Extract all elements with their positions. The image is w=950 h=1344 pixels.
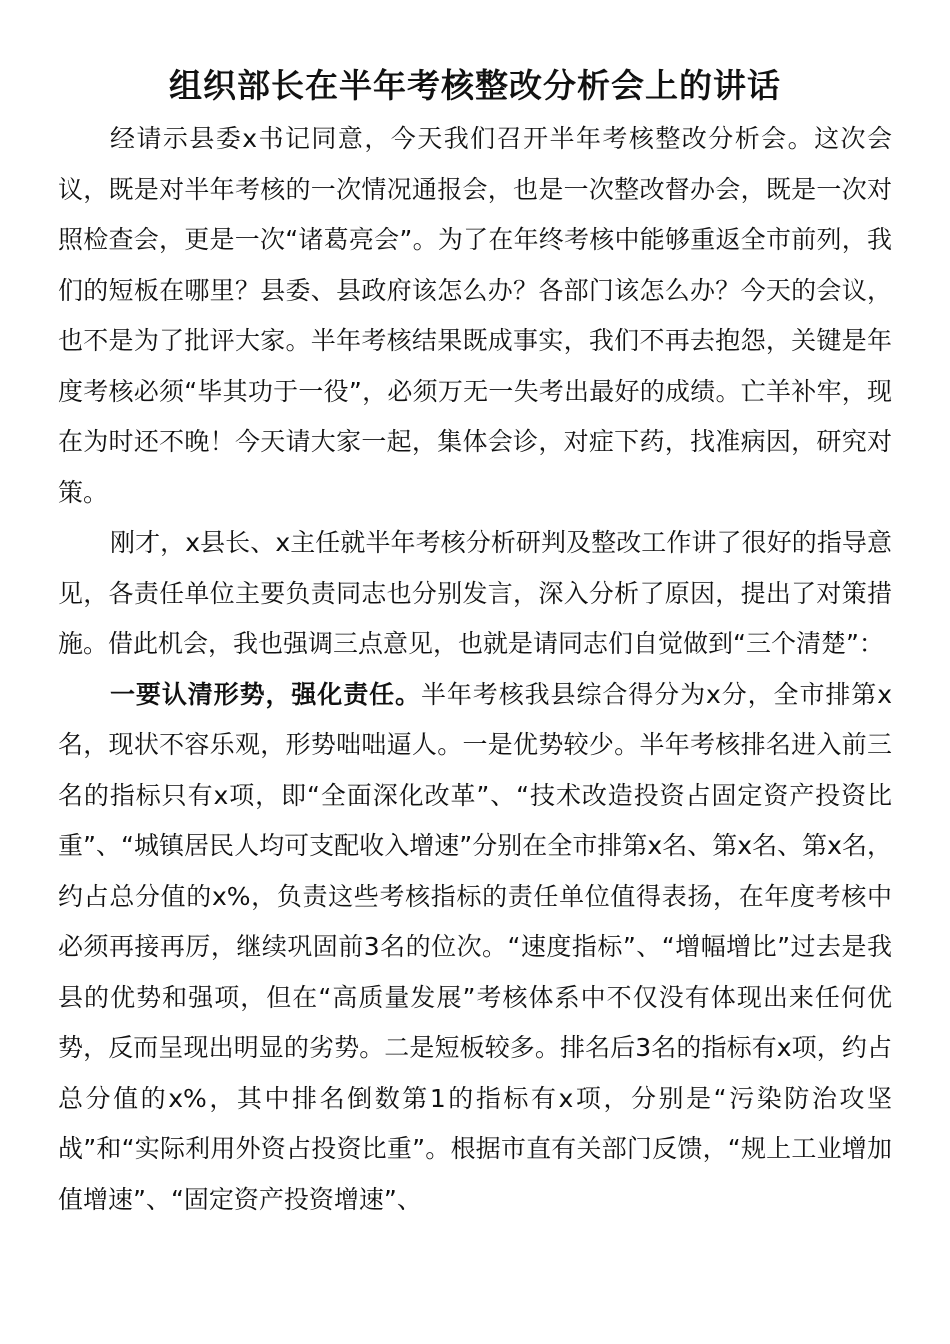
paragraph-point-one-heading: 一要认清形势，强化责任。: [110, 679, 421, 709]
paragraph-point-one-text: 半年考核我县综合得分为x分，全市排第x名，现状不容乐观，形势咄咄逼人。一是优势较少。半年考核排名进入前三名的指标只有x项，即“全面深化改革”、“技术改造投资占固定资产投资比重”、“城镇居民人均可支配收入增速”分别在全市排第x名、第x名、第x名，约占总分值的x%，负责这些考核指标的责任单位值得表扬，在年度考核中必须再接再厉，继续巩固前3名的位次。“速度指标”、“增幅增比”过去是我县的优势和强项，但在“高质量发展”考核体系中不仅没有体现出来任何优势，反而呈现出明显的劣势。二是短板较多。排名后3名的指标有x项，约占总分值的x%，其中排名倒数第1的指标有x项，分别是“污染防治攻坚战”和“实际利用外资占投资比重”。根据市直有关部门反馈，“规上工业增加值增速”、“固定资产投资增速”、: [58, 679, 892, 1214]
document-title: 组织部长在半年考核整改分析会上的讲话: [169, 66, 781, 105]
paragraph-remarks-text: 刚才，x县长、x主任就半年考核分析研判及整改工作讲了很好的指导意见，各责任单位主要负责同志也分别发言，深入分析了原因，提出了对策措施。借此机会，我也强调三点意见，也就是请同志们自觉做到“三个清楚”：: [58, 528, 892, 658]
paragraph-remarks: [58, 518, 892, 670]
paragraph-intro-text: 经请示县委x书记同意，今天我们召开半年考核整改分析会。这次会议，既是对半年考核的一次情况通报会，也是一次整改督办会，既是一次对照检查会，更是一次“诸葛亮会”。为了在年终考核中能够重返全市前列，我们的短板在哪里？县委、县政府该怎么办？各部门该怎么办？今天的会议，也不是为了批评大家。半年考核结果既成事实，我们不再去抱怨，关键是年度考核必须“毕其功于一役”，必须万无一失考出最好的成绩。亡羊补牢，现在为时还不晚！今天请大家一起，集体会诊，对症下药，找准病因，研究对策。: [58, 124, 892, 507]
paragraph-intro: [58, 114, 892, 518]
paragraph-point-one: [58, 670, 892, 1226]
